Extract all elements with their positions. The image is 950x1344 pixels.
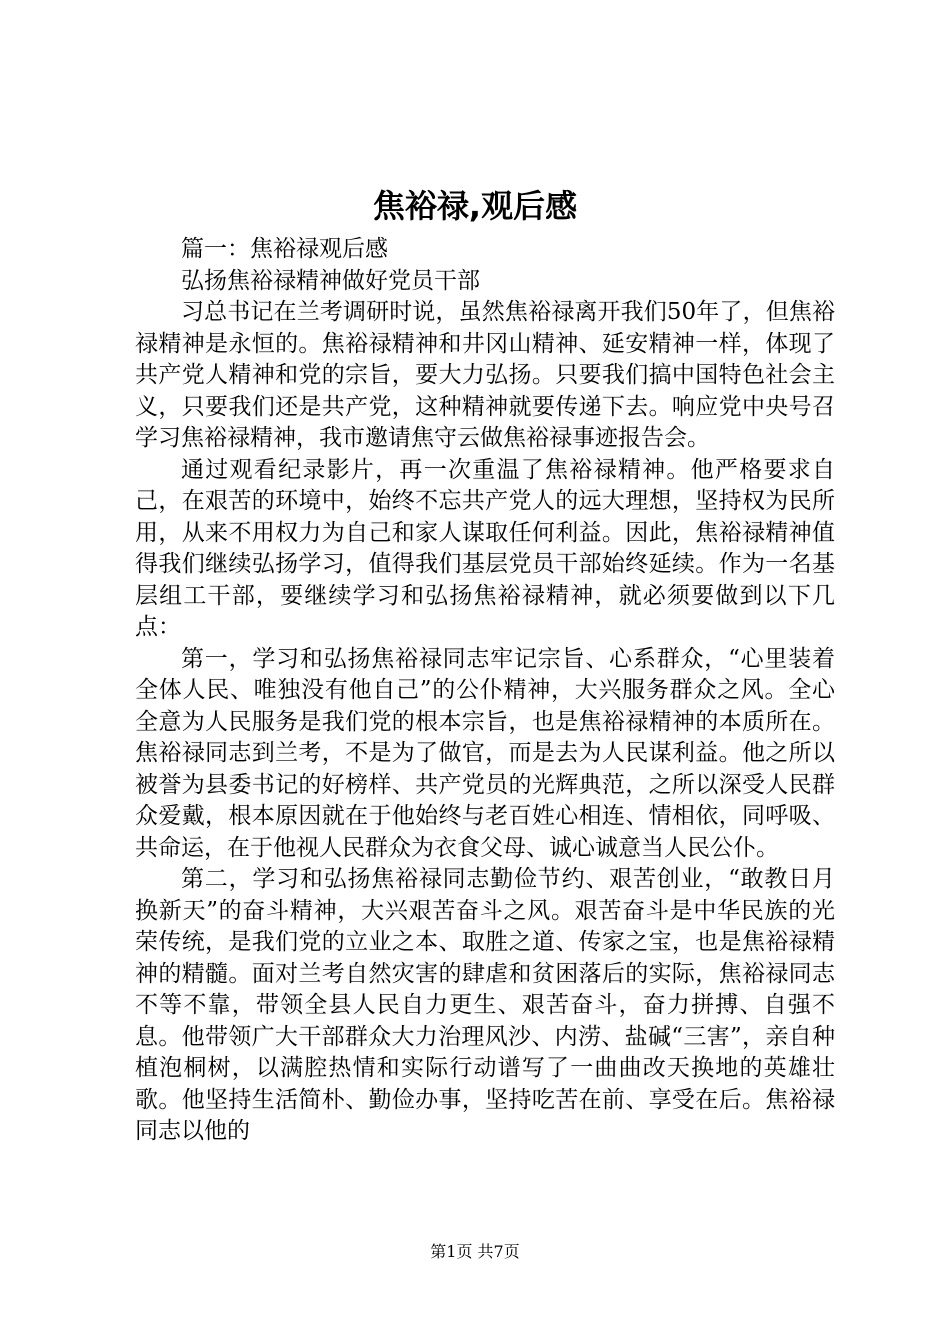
- page-number-footer: 第1页 共7页: [430, 1242, 520, 1261]
- document-body: [135, 234, 835, 1148]
- paragraph: 习总书记在兰考调研时说，虽然焦裕禄离开我们50年了，但焦裕禄精神是永恒的。焦裕禄精神和井冈山精神、延安精神一样，体现了共产党人精神和党的宗旨，要大力弘扬。只要我们搞中国特色社会主义，只要我们还是共产党，这种精神就要传递下去。响应党中央号召学习焦裕禄精神，我市邀请焦守云做焦裕禄事迹报告会。: [135, 299, 835, 451]
- article-heading: 弘扬焦裕禄精神做好党员干部: [181, 267, 480, 294]
- section-heading: 篇一：焦裕禄观后感: [181, 236, 388, 262]
- paragraph: 通过观看纪录影片，再一次重温了焦裕禄精神。他严格要求自己，在艰苦的环境中，始终不忘共产党人的远大理想，坚持权为民所用，从来不用权力为自己和家人谋取任何利益。因此，焦裕禄精神值得我们继续弘扬学习，值得我们基层党员干部始终延续。作为一名基层组工干部，要继续学习和弘扬焦裕禄精神，就必须要做到以下几点：: [135, 456, 835, 640]
- paragraph: 第一，学习和弘扬焦裕禄同志牢记宗旨、心系群众，“心里装着全体人民、唯独没有他自己”的公仆精神，大兴服务群众之风。全心全意为人民服务是我们党的根本宗旨，也是焦裕禄精神的本质所在。焦裕禄同志到兰考，不是为了做官，而是去为人民谋利益。他之所以被誉为县委书记的好榜样、共产党员的光辉典范，之所以深受人民群众爱戴，根本原因就在于他始终与老百姓心相连、情相依，同呼吸、共命运，在于他视人民群众为衣食父母、诚心诚意当人民公仆。: [135, 645, 835, 861]
- document-title: 焦裕禄,观后感: [372, 187, 578, 225]
- paragraph: 第二，学习和弘扬焦裕禄同志勤俭节约、艰苦创业，“敢教日月换新天”的奋斗精神，大兴艰苦奋斗之风。艰苦奋斗是中华民族的光荣传统，是我们党的立业之本、取胜之道、传家之宝，也是焦裕禄精神的精髓。面对兰考自然灾害的肆虐和贫困落后的实际，焦裕禄同志不等不靠，带领全县人民自力更生、艰苦奋斗，奋力拼搏、自强不息。他带领广大干部群众大力治理风沙、内涝、盐碱“三害”，亲自种植泡桐树，以满腔热情和实际行动谱写了一曲曲改天换地的英雄壮歌。他坚持生活简朴、勤俭办事，坚持吃苦在前、享受在后。焦裕禄同志以他的: [135, 866, 835, 1144]
